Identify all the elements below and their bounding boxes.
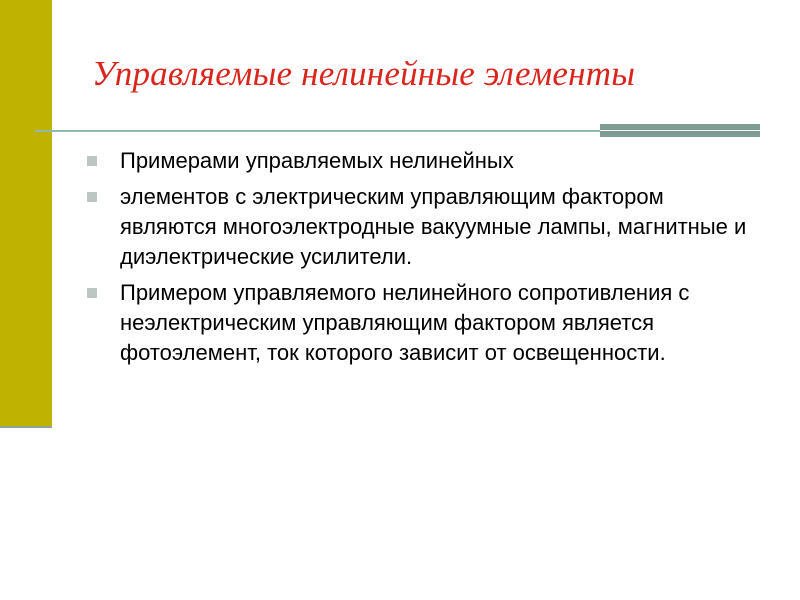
left-accent-bar [0,0,52,428]
bullet-item [86,278,766,368]
bullet-item [86,182,766,272]
bullet-text: Примером управляемого нелинейного сопротивления с неэлектрическим управляющим фактором является фотоэлемент, ток которого зависит от освещенности. [120,280,690,365]
bullet-item [86,146,766,176]
square-bullet-icon [87,288,97,298]
title-underline-accent [600,124,760,137]
bullet-list [86,146,766,374]
bullet-text: Примерами управляемых нелинейных [120,148,514,173]
square-bullet-icon [87,192,97,202]
left-bar-divider [0,426,52,428]
slide-title: Управляемые нелинейные элементы [92,54,636,93]
bullet-text: элементов с электрическим управляющим фактором являются многоэлектродные вакуумные лампы, магнитные и диэлектрические усилители. [120,184,747,269]
square-bullet-icon [87,156,97,166]
